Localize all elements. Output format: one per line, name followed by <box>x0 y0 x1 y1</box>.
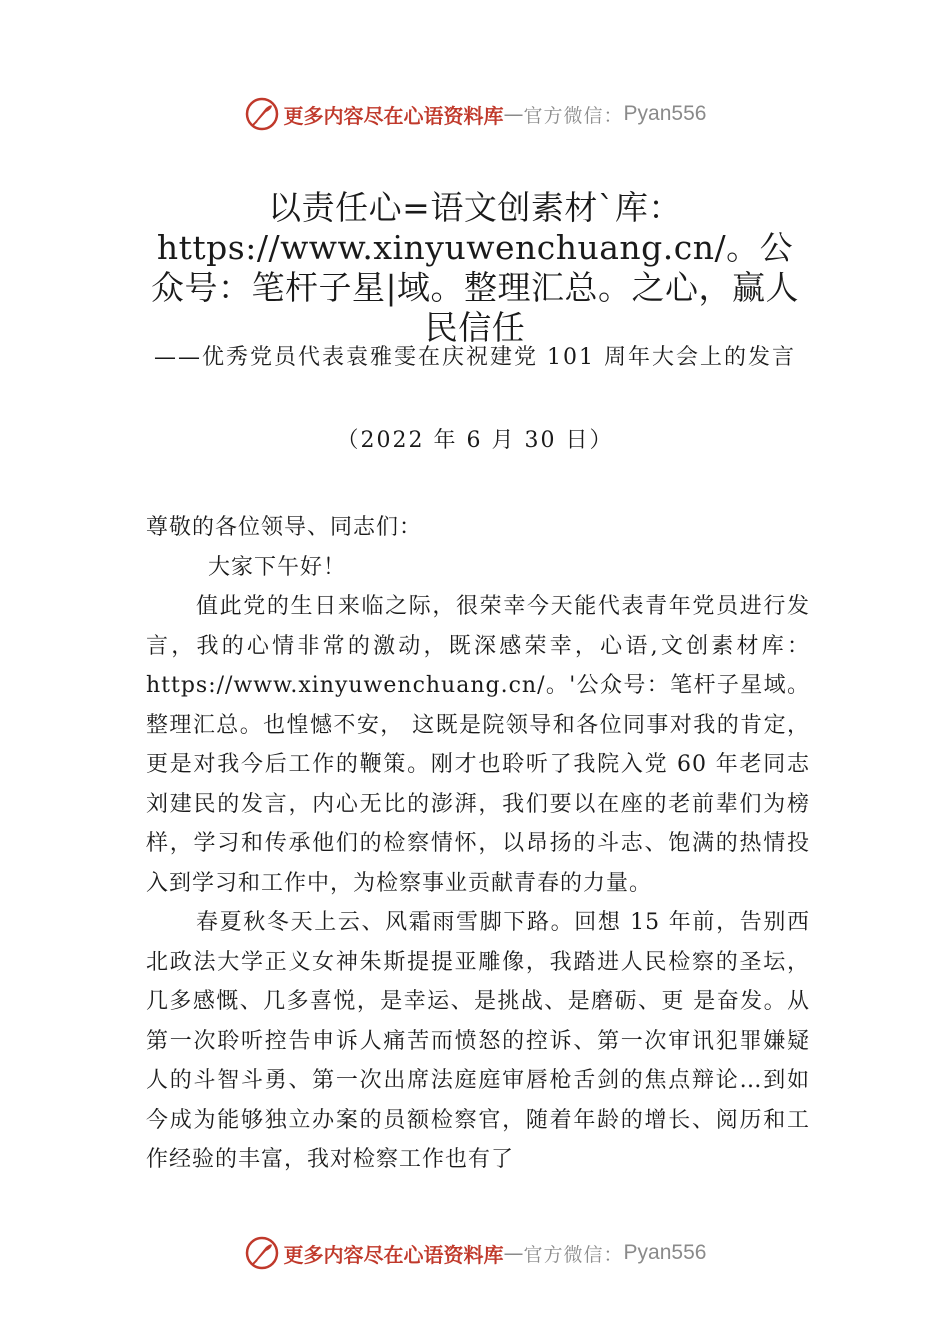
quill-logo-icon <box>244 96 280 132</box>
header-banner <box>0 94 950 134</box>
salutation: 尊敬的各位领导、同志们： <box>146 515 423 540</box>
banner-wechat-account: Pyan556 <box>623 1241 707 1264</box>
banner-dash: — <box>503 1241 524 1265</box>
document-date: （2022 年 6 月 30 日） <box>336 428 614 453</box>
quill-logo-icon <box>244 1235 280 1271</box>
body-paragraph: 春夏秋冬天上云、风霜雨雪脚下路。回想 15 年前，告别西北政法大学正义女神朱斯提提亚雕像，我踏进人民检察的圣坛，几多感慨、几多喜悦，是幸运、是挑战、是磨砺、更 是奋发。从第一次聆听控告申诉人痛苦而愤怒的控诉、第一次审讯犯罪嫌疑人的斗智斗勇、第一次出席法庭庭审唇枪舌剑的焦点辩论…到如今成为能够独立办案的员额检察官，随着年龄的增长、阅历和工作经验的丰富，我对检察工作也有了 <box>146 910 810 1172</box>
banner-dash: — <box>503 102 524 126</box>
document-title: 以责任心=语文创素材`库：https://www.xinyuwenchuang.cn/。公众号：笔杆子星|域。整理汇总。之心，赢人民信任 <box>150 188 800 347</box>
document-body <box>146 508 810 1180</box>
banner-wechat-account: Pyan556 <box>623 102 707 125</box>
banner-site-name: 更多内容尽在心语资料库 <box>283 103 504 128</box>
greeting: 大家下午好！ <box>208 554 347 580</box>
banner-site-name: 更多内容尽在心语资料库 <box>283 1242 504 1267</box>
banner-wechat-label: 官方微信： <box>523 104 624 127</box>
footer-banner <box>0 1233 950 1273</box>
body-paragraph: 值此党的生日来临之际，很荣幸今天能代表青年党员进行发言，我的心情非常的激动，既深感荣幸，心语,文创素材库：https://www.xinyuwenchuang.cn/。'公众号：笔杆子星域。整理汇总。也惶憾不安， 这既是院领导和各位同事对我的肯定，更是对我今后工作的鞭策。刚才也聆听了我院入党 60 年老同志刘建民的发言，内心无比的澎湃，我们要以在座的老前辈们为榜样，学习和传承他们的检察情怀，以昂扬的斗志、饱满的热情投入到学习和工作中，为检察事业贡献青春的力量。 <box>146 594 810 896</box>
document-subtitle: ——优秀党员代表袁雅雯在庆祝建党 101 周年大会上的发言 <box>154 345 796 370</box>
banner-wechat-label: 官方微信： <box>523 1243 624 1266</box>
